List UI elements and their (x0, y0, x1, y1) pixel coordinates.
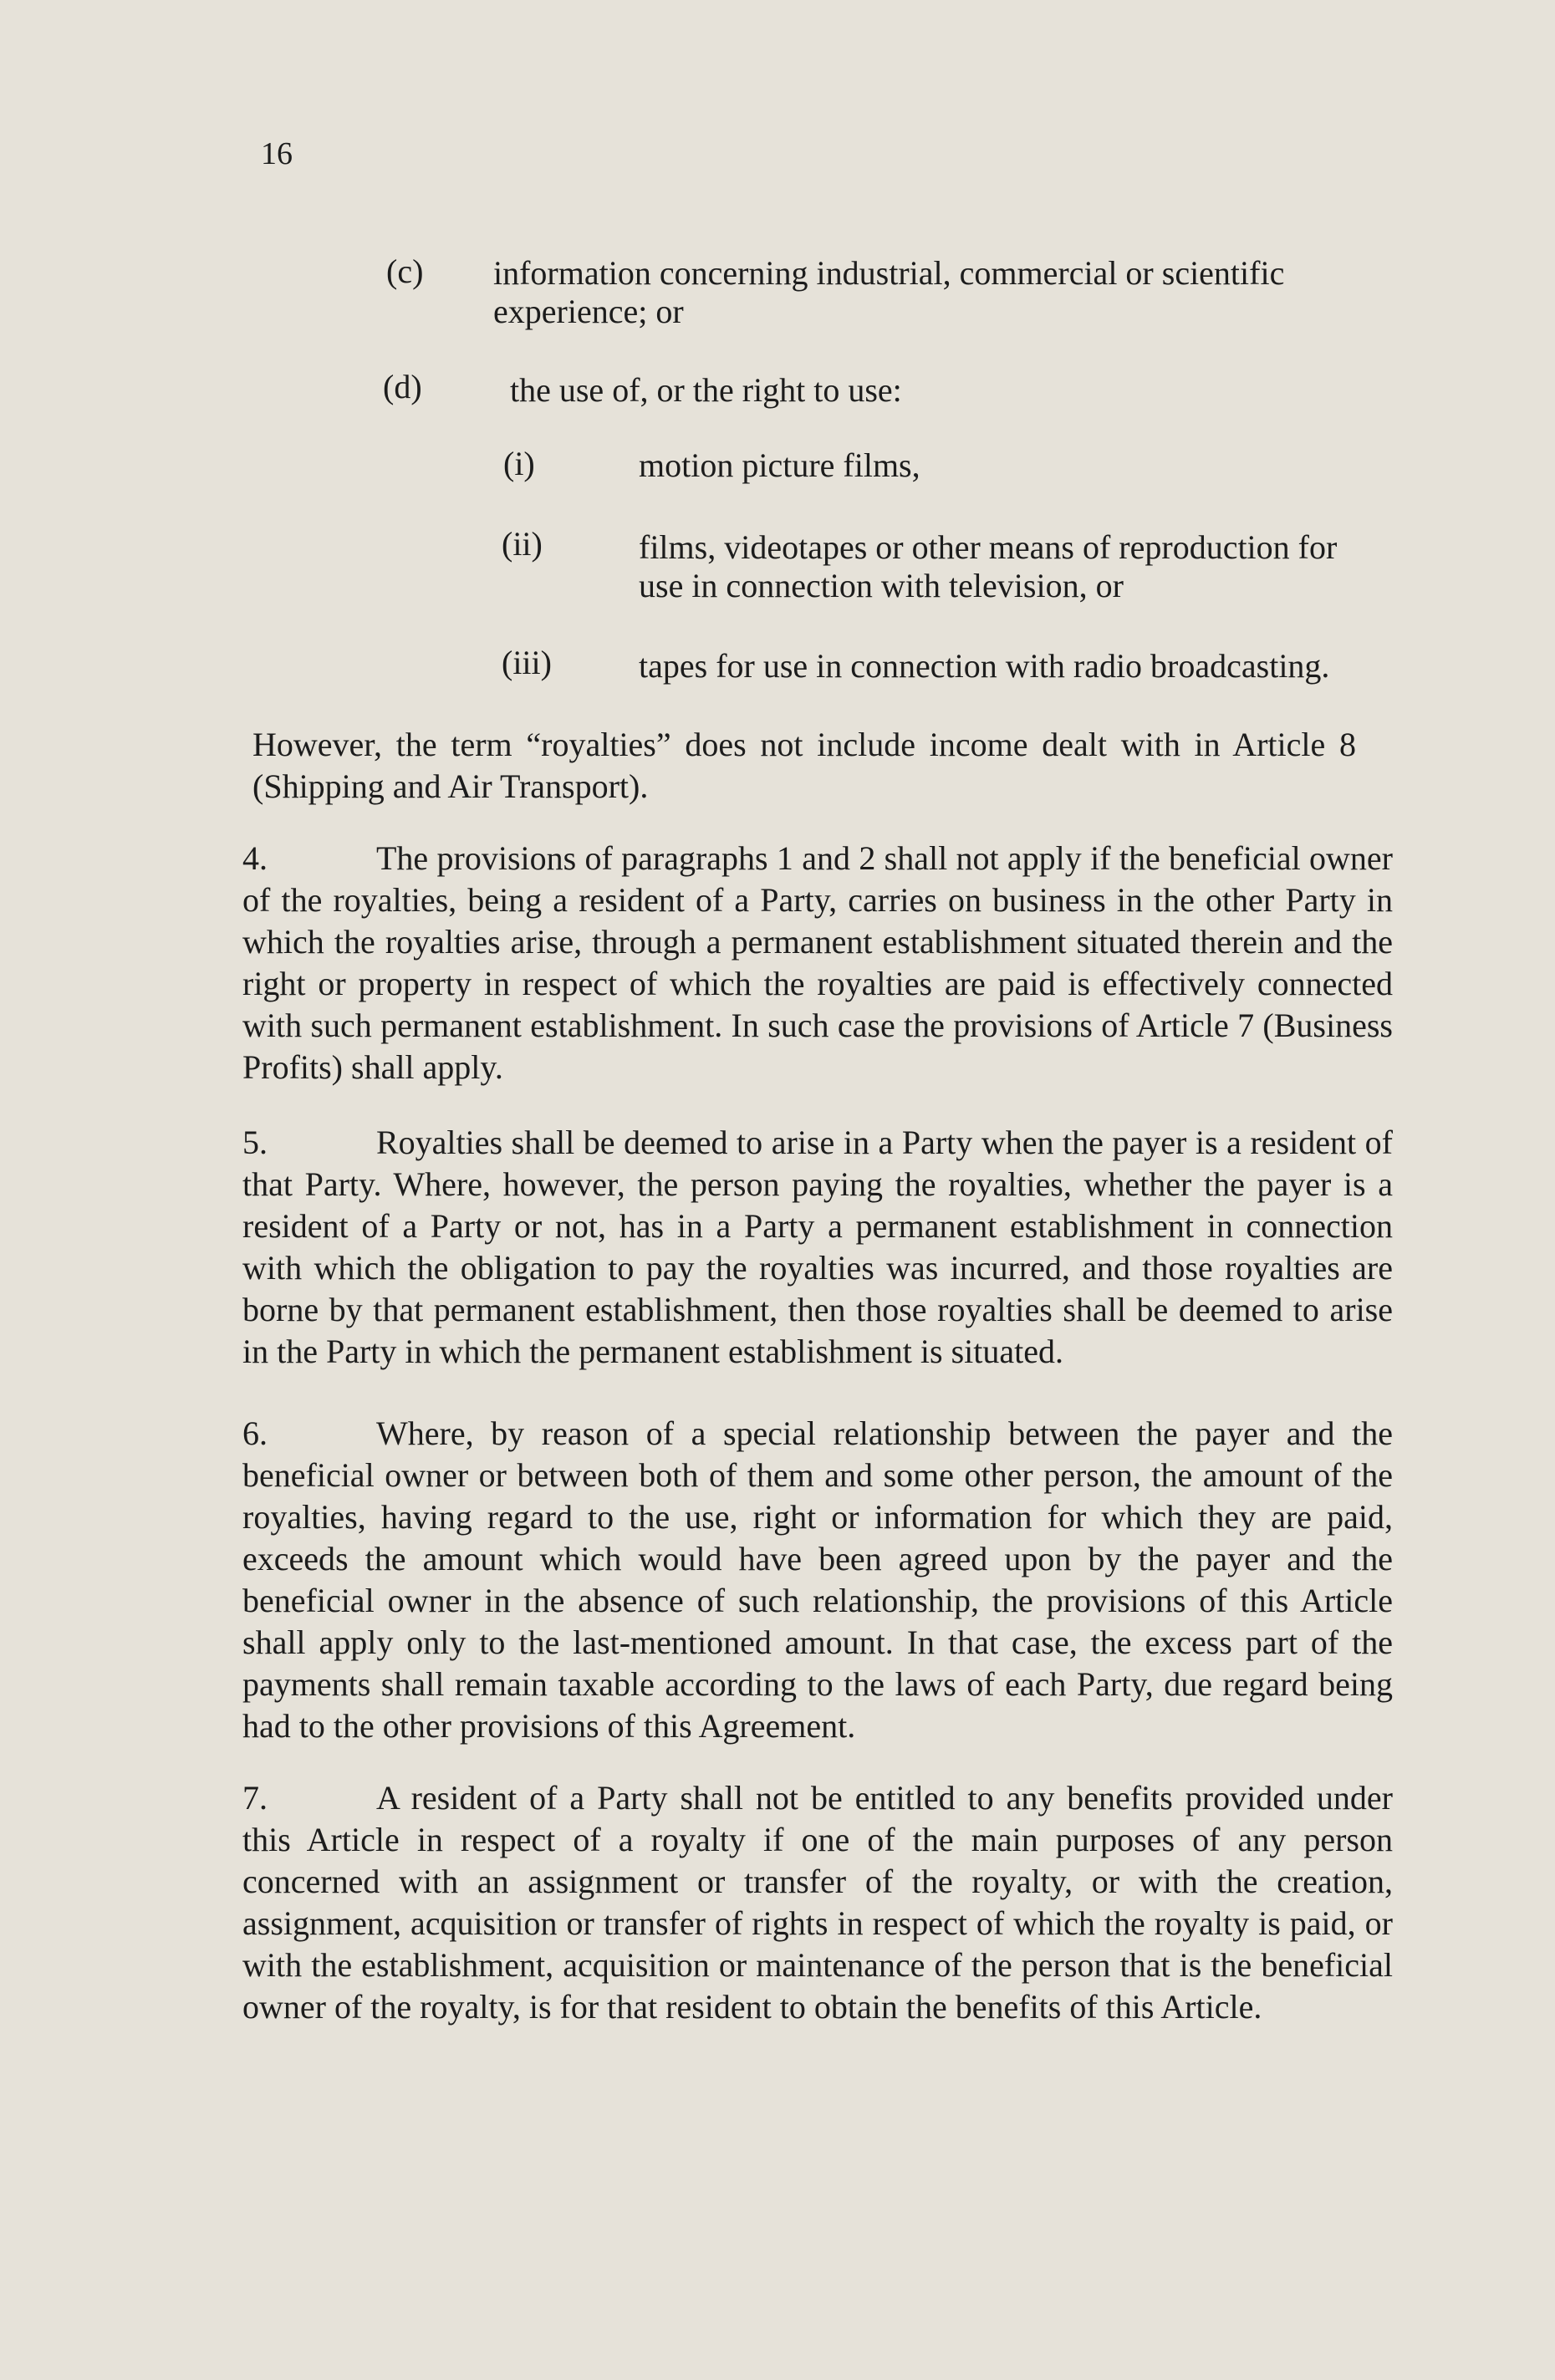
page-number: 16 (261, 136, 293, 171)
list-item-c-line-1: information concerning industrial, commercial or scientific (493, 254, 1285, 292)
paragraph-7-number: 7. (242, 1779, 268, 1817)
sub-item-i-line-1: motion picture films, (639, 446, 920, 484)
sub-item-iii-marker: (iii) (502, 644, 552, 681)
paragraph-5-number: 5. (242, 1124, 268, 1161)
paragraph-7-text: A resident of a Party shall not be entitled to any benefits provided under this Article in respect of a royalty if one of the main purposes of any person concerned with an assignment or transfer of the royalty, or with the creation, assignment, acquisition or transfer of rights in respect of which the royalty is paid, or with the establishment, acquisition or maintenance of the person that is the beneficial owner of the royalty, is for that resident to obtain the benefits of this Article. (242, 1779, 1393, 2026)
paragraph-4-number: 4. (242, 839, 268, 877)
paragraph-6 (242, 1413, 1393, 1747)
list-item-c-marker: (c) (386, 252, 424, 290)
sub-item-iii-line-1: tapes for use in connection with radio broadcasting. (639, 647, 1330, 685)
however-paragraph: However, the term “royalties” does not include income dealt with in Article 8 (Shipping and Air Transport). (252, 726, 1356, 805)
paragraph-7 (242, 1777, 1393, 2028)
paragraph-6-text: Where, by reason of a special relationship between the payer and the beneficial owner or between both of them and some other person, the amount of the royalties, having regard to the use, right or information for which they are paid, exceeds the amount which would have been agreed upon by the payer and the beneficial owner in the absence of such relationship, the provisions of this Article shall apply only to the last-mentioned amount. In that case, the excess part of the payments shall remain taxable according to the laws of each Party, due regard being had to the other provisions of this Agreement. (242, 1414, 1393, 1745)
sub-item-ii-marker: (ii) (502, 525, 543, 563)
list-item-d-marker: (d) (383, 368, 422, 405)
paragraph-4-text: The provisions of paragraphs 1 and 2 shall not apply if the beneficial owner of the royalties, being a resident of a Party, carries on business in the other Party in which the royalties arise, through a permanent establishment situated therein and the right or property in respect of which the royalties are paid is effectively connected with such permanent establishment. In such case the provisions of Article 7 (Business Profits) shall apply. (242, 839, 1393, 1086)
paragraph-5-text: Royalties shall be deemed to arise in a Party when the payer is a resident of that Party. Where, however, the person paying the royalties, whether the payer is a resident of a Party or not, has in a Party a permanent establishment in connection with which the obligation to pay the royalties was incurred, and those royalties are borne by that permanent establishment, then those royalties shall be deemed to arise in the Party in which the permanent establishment is situated. (242, 1124, 1393, 1370)
sub-item-ii-line-1: films, videotapes or other means of reproduction for (639, 528, 1338, 566)
sub-item-ii-line-2: use in connection with television, or (639, 567, 1124, 604)
paragraph-6-number: 6. (242, 1414, 268, 1452)
list-item-c-line-2: experience; or (493, 293, 684, 330)
paragraph-4 (242, 838, 1393, 1088)
paragraph-5 (242, 1122, 1393, 1373)
list-item-d-line-1: the use of, or the right to use: (510, 371, 902, 409)
sub-item-i-marker: (i) (503, 445, 535, 482)
